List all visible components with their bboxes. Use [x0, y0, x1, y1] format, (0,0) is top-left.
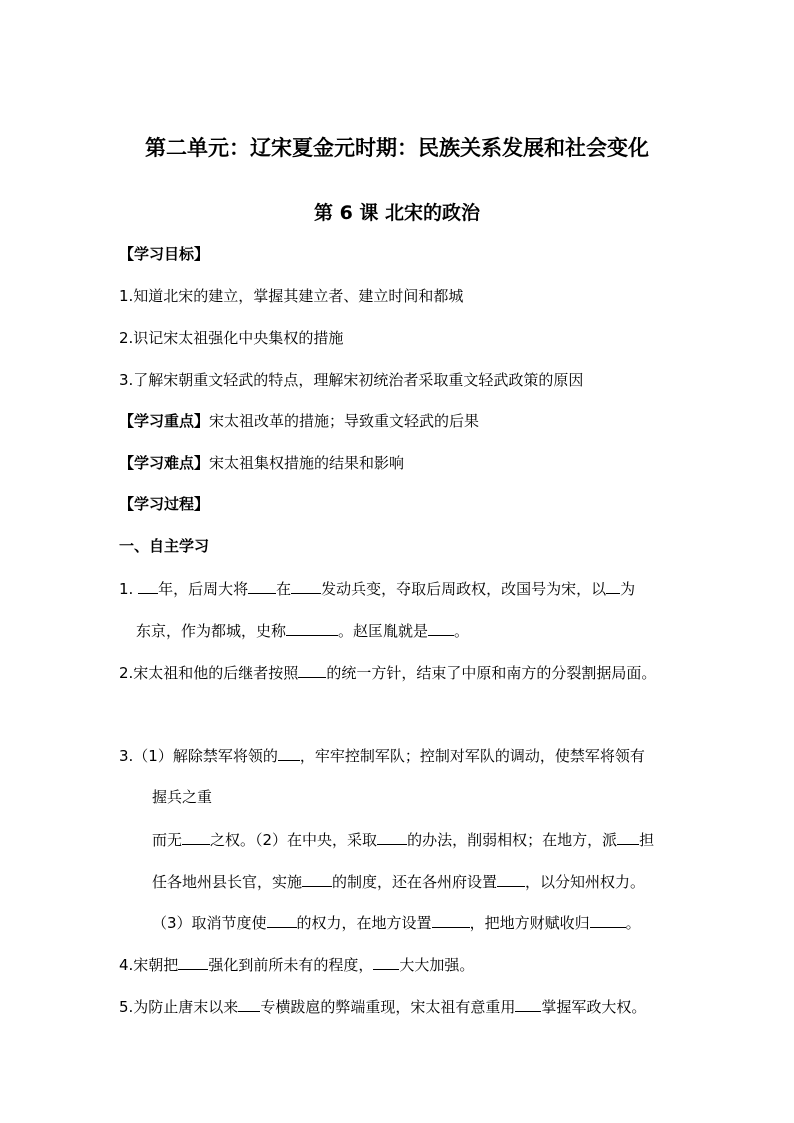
answer-blank[interactable]: [432, 912, 470, 928]
q3-text-n: 。: [625, 914, 641, 932]
question-5: [119, 996, 646, 1017]
question-3-line-2: 握兵之重: [152, 788, 213, 806]
question-1-line-1: [119, 578, 635, 599]
q1-text-g: 。赵匡胤就是: [338, 622, 429, 640]
q3-text-b: ，牢牢控制军队；控制对军队的调动，使禁军将领有: [299, 747, 645, 765]
answer-blank[interactable]: [377, 829, 407, 845]
question-3-line-5: [152, 912, 641, 933]
answer-blank[interactable]: [248, 578, 276, 594]
question-2: [119, 662, 656, 683]
question-3-line-4: [152, 871, 645, 892]
key-points: [119, 411, 479, 431]
answer-blank[interactable]: [238, 996, 260, 1012]
q3-text-j: ，以分知州权力。: [525, 873, 646, 891]
q3-text-i: 的制度，还在各州府设置: [332, 873, 498, 891]
answer-blank[interactable]: [138, 578, 158, 594]
question-4: [119, 954, 474, 975]
q4-text-a: 4.宋朝把: [119, 956, 179, 974]
difficulties: [119, 453, 404, 473]
q3-text-a: 3.（1）解除禁军将领的: [119, 747, 278, 765]
q1-text-d: 发动兵变，夺取后周政权，改国号为宋，以: [321, 580, 607, 598]
answer-blank[interactable]: [606, 578, 620, 594]
q3-text-h: 任各地州县长官，实施: [152, 873, 303, 891]
q3-text-f: 的办法，削弱相权；在地方，派: [407, 831, 618, 849]
answer-blank[interactable]: [267, 912, 297, 928]
q3-text-l: 的权力，在地方设置: [296, 914, 432, 932]
objectives-heading: 【学习目标】: [119, 245, 210, 263]
objective-item-1: 1.知道北宋的建立，掌握其建立者、建立时间和都城: [119, 287, 464, 305]
key-points-label: 【学习重点】: [119, 412, 210, 430]
answer-blank[interactable]: [428, 620, 454, 636]
answer-blank[interactable]: [373, 954, 399, 970]
process-heading: 【学习过程】: [119, 495, 210, 513]
answer-blank[interactable]: [617, 829, 639, 845]
q3-text-d: 而无: [152, 831, 183, 849]
answer-blank[interactable]: [178, 954, 208, 970]
answer-blank[interactable]: [515, 996, 541, 1012]
answer-blank[interactable]: [302, 871, 332, 887]
unit-title: 第二单元：辽宋夏金元时期：民族关系发展和社会变化: [145, 136, 649, 160]
q5-text-a: 5.为防止唐末以来: [119, 998, 239, 1016]
answer-blank[interactable]: [286, 620, 338, 636]
q2-text-a: 2.宋太祖和他的后继者按照: [119, 664, 299, 682]
question-1-line-2: [136, 620, 469, 641]
self-study-heading: 一、自主学习: [119, 537, 210, 555]
q5-text-c: 掌握军政大权。: [541, 998, 647, 1016]
q3-text-g: 担: [639, 831, 655, 849]
q3-text-k: （3）取消节度使: [152, 914, 267, 932]
key-points-text: 宋太祖改革的措施；导致重文轻武的后果: [209, 412, 480, 430]
question-3-line-3: [152, 829, 654, 850]
q4-text-b: 强化到前所未有的程度，: [208, 956, 374, 974]
q1-text-a: 1.: [119, 580, 134, 598]
objective-item-2: 2.识记宋太祖强化中央集权的措施: [119, 329, 344, 347]
difficulties-label: 【学习难点】: [119, 454, 210, 472]
answer-blank[interactable]: [590, 912, 626, 928]
answer-blank[interactable]: [182, 829, 210, 845]
q2-text-b: 的统一方针，结束了中原和南方的分裂割据局面。: [326, 664, 657, 682]
q1-text-f: 东京，作为都城，史称: [136, 622, 287, 640]
question-3-line-1: [119, 745, 645, 766]
q5-text-b: 专横跋扈的弊端重现，宋太祖有意重用: [260, 998, 516, 1016]
answer-blank[interactable]: [278, 745, 300, 761]
q1-text-h: 。: [454, 622, 470, 640]
objective-item-3: 3.了解宋朝重文轻武的特点，理解宋初统治者采取重文轻武政策的原因: [119, 371, 584, 389]
difficulties-text: 宋太祖集权措施的结果和影响: [209, 454, 405, 472]
lesson-title: 第 6 课 北宋的政治: [313, 202, 481, 224]
q3-text-e: 之权。（2）在中央，采取: [210, 831, 378, 849]
q3-text-m: ，把地方财赋收归: [469, 914, 590, 932]
q1-text-e: 为: [620, 580, 636, 598]
answer-blank[interactable]: [298, 662, 326, 678]
answer-blank[interactable]: [497, 871, 525, 887]
answer-blank[interactable]: [291, 578, 321, 594]
q1-text-c: 在: [276, 580, 292, 598]
q1-text-b: 年，后周大将: [158, 580, 249, 598]
q4-text-c: 大大加强。: [399, 956, 475, 974]
